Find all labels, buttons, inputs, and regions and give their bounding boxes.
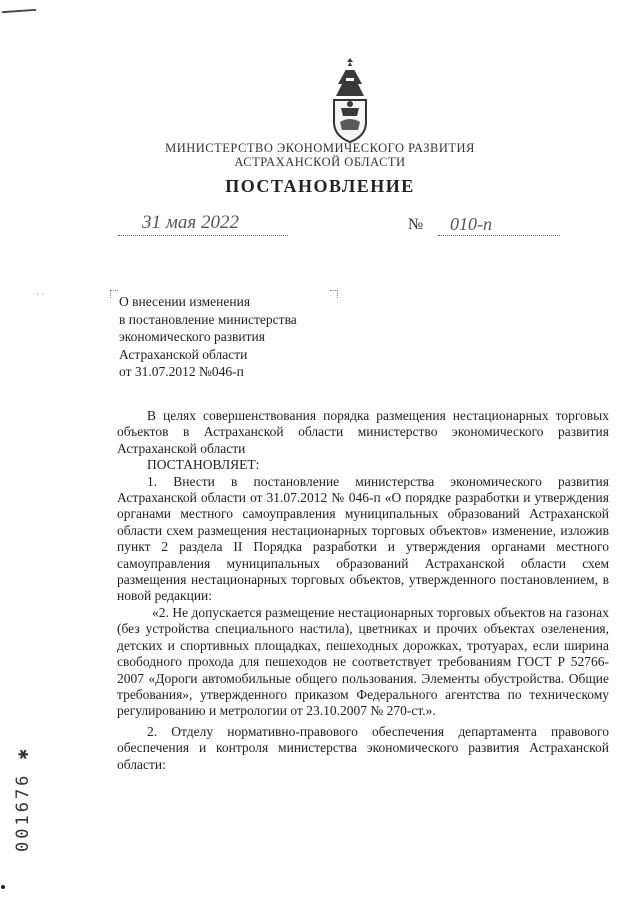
date-underline [118, 235, 288, 236]
subject-line: от 31.07.2012 №046-п [119, 364, 244, 380]
subject-line: О внесении изменения [119, 294, 251, 309]
bracket-mark: · · [36, 289, 45, 299]
clause-2-paragraph: 2. Отделу нормативно-правового обеспечения департамента правового обеспечения и контроля министерства экономического развития Астраханской области: [117, 723, 609, 772]
number-underline [438, 235, 560, 236]
ministry-name [0, 141, 640, 169]
document-body [117, 408, 609, 773]
coat-of-arms-icon [328, 56, 372, 144]
corner-pen-mark [2, 9, 36, 13]
resolves-heading: ПОСТАНОВЛЯЕТ: [147, 457, 260, 473]
margin-dot [1, 885, 5, 889]
number-sign: № [408, 216, 424, 233]
serial-stamp: 001676 ✱ [13, 746, 33, 852]
document-number: 010-п [450, 214, 492, 234]
document-type: ПОСТАНОВЛЕНИЕ [225, 176, 415, 196]
ministry-line-2: АСТРАХАНСКОЙ ОБЛАСТИ [234, 155, 406, 169]
clause-1-paragraph: 1. Внести в постановление министерства экономического развития Астраханской области от 31.07.2012 № 046-п «О порядке разработки и утверждения органами местного самоуправления муниципальных образований Астраханской области схем размещения нестационарных торговых объектов» изменение, изложив пункт 2 раздела II Порядка разработки и утверждения органами местного самоуправления муниципальных образований Астраханской области схем размещения нестационарных торговых объектов, утвержденного постановлением, в новой редакции: [117, 473, 609, 604]
subject-line: в постановление министерства [119, 311, 297, 327]
subject-bracket-left [110, 290, 118, 298]
subject-line: Астраханской области [119, 346, 248, 362]
subject-block [119, 293, 297, 381]
subject-bracket-right [330, 290, 338, 298]
subject-line: экономического развития [119, 329, 265, 345]
document-date: 31 мая 2022 [142, 212, 239, 233]
ministry-line-1: МИНИСТЕРСТВО ЭКОНОМИЧЕСКОГО РАЗВИТИЯ [165, 141, 475, 155]
quoted-clause-paragraph: «2. Не допускается размещение нестационарных торговых объектов на газонах (без устройства специального настила), цветниках и прочих объектах озеленения, детских и спортивных площадках, пешеходных дорожках, тротуарах, если ширина свободного прохода для пешеходов не соответствует требованиям ГОСТ Р 52766-2007 «Дороги автомобильные общего пользования. Элементы обустройства. Общие требования», утвержденного приказом Федерального агентства по техническому регулированию и метрологии от 23.10.2007 № 270-ст.». [117, 604, 609, 719]
preamble-paragraph: В целях совершенствования порядка размещения нестационарных торговых объектов в Астраханской области министерство экономического развития Астраханской области [117, 408, 609, 456]
